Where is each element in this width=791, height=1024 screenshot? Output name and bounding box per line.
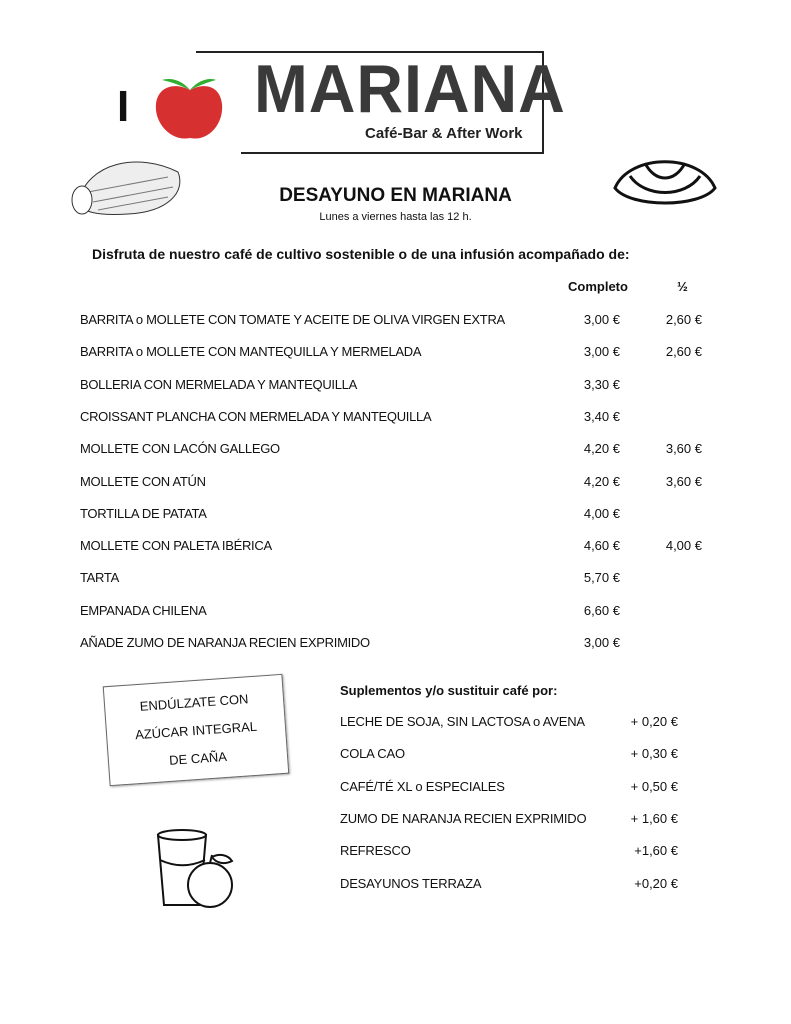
item-name: EMPANADA CHILENA [80,602,207,618]
item-price: 3,00 € [583,312,620,327]
menu-item [0,377,791,397]
brand-name: MARIANA [254,51,566,127]
supplement-name: COLA CAO [340,746,405,762]
item-price: 5,70 € [583,570,620,586]
item-half-price: 3,60 € [665,473,702,489]
supplement-name: REFRESCO [340,843,411,859]
column-header-full: Completo [568,279,628,294]
note-line: DE CAÑA [168,748,228,768]
item-half-price: 3,60 € [665,441,702,457]
item-name: MOLLETE CON ATÚN [80,473,206,489]
menu-item [0,603,791,623]
menu-subtitle: Lunes a viernes hasta las 12 h. [319,211,472,223]
supplements-title: Suplementos y/o sustituir café por: [340,683,558,698]
note-line: AZÚCAR INTEGRAL [134,718,258,743]
menu-item [0,409,791,429]
menu-item [0,441,791,461]
intro-text: Disfruta de nuestro café de cultivo sostenible o de una infusión acompañado de: [92,246,630,262]
logo-frame-top [196,51,246,53]
item-price: 4,20 € [583,473,620,489]
supplement-price: +1,60 € [634,843,678,859]
item-name: AÑADE ZUMO DE NARANJA RECIEN EXPRIMIDO [80,635,370,650]
item-half-price: 4,00 € [665,538,702,554]
item-price: 6,60 € [583,602,620,618]
supplement-name: CAFÉ/TÉ XL o ESPECIALES [340,778,505,794]
apple-icon [150,72,230,144]
menu-item [0,474,791,494]
item-name: BARRITA o MOLLETE CON MANTEQUILLA Y MERMELADA [80,344,422,360]
menu-item [0,570,791,590]
item-name: CROISSANT PLANCHA CON MERMELADA Y MANTEQUILLA [80,408,432,424]
item-price: 3,30 € [583,376,620,392]
menu-item [0,506,791,526]
item-price: 3,40 € [583,408,620,424]
supplement-price: +0,20 € [634,875,678,891]
item-half-price: 2,60 € [665,312,702,327]
column-header-half: ½ [677,279,688,294]
menu-item [0,312,791,332]
supplement-price: + 0,50 € [630,778,678,794]
tagline: Café-Bar & After Work [365,125,523,142]
item-name: BOLLERIA CON MERMELADA Y MANTEQUILLA [80,376,357,392]
supplement-name: DESAYUNOS TERRAZA [340,875,482,891]
menu-item [0,635,791,655]
item-price: 4,20 € [583,441,620,457]
note-line: ENDÚLZATE CON [139,691,249,714]
supplement-price: + 0,20 € [630,714,678,729]
menu-item [0,344,791,364]
supplement-name: LECHE DE SOJA, SIN LACTOSA o AVENA [340,714,585,729]
item-price: 4,00 € [583,505,620,521]
supplement-price: + 0,30 € [630,746,678,762]
item-name: TARTA [80,570,119,586]
sugar-note [103,674,290,786]
logo-prefix: I [117,82,130,131]
menu-item [0,538,791,558]
item-name: MOLLETE CON LACÓN GALLEGO [80,441,280,457]
item-name: TORTILLA DE PATATA [80,505,207,521]
item-name: MOLLETE CON PALETA IBÉRICA [80,538,272,554]
item-half-price: 2,60 € [665,344,702,360]
item-price: 3,00 € [583,635,620,650]
orange-juice-icon [150,825,245,920]
supplement-name: ZUMO DE NARANJA RECIEN EXPRIMIDO [340,810,587,826]
supplement-price: + 1,60 € [630,810,678,826]
item-price: 3,00 € [583,344,620,360]
menu-title: DESAYUNO EN MARIANA [279,185,512,206]
item-price: 4,60 € [583,538,620,554]
item-name: BARRITA o MOLLETE CON TOMATE Y ACEITE DE OLIVA VIRGEN EXTRA [80,312,505,327]
